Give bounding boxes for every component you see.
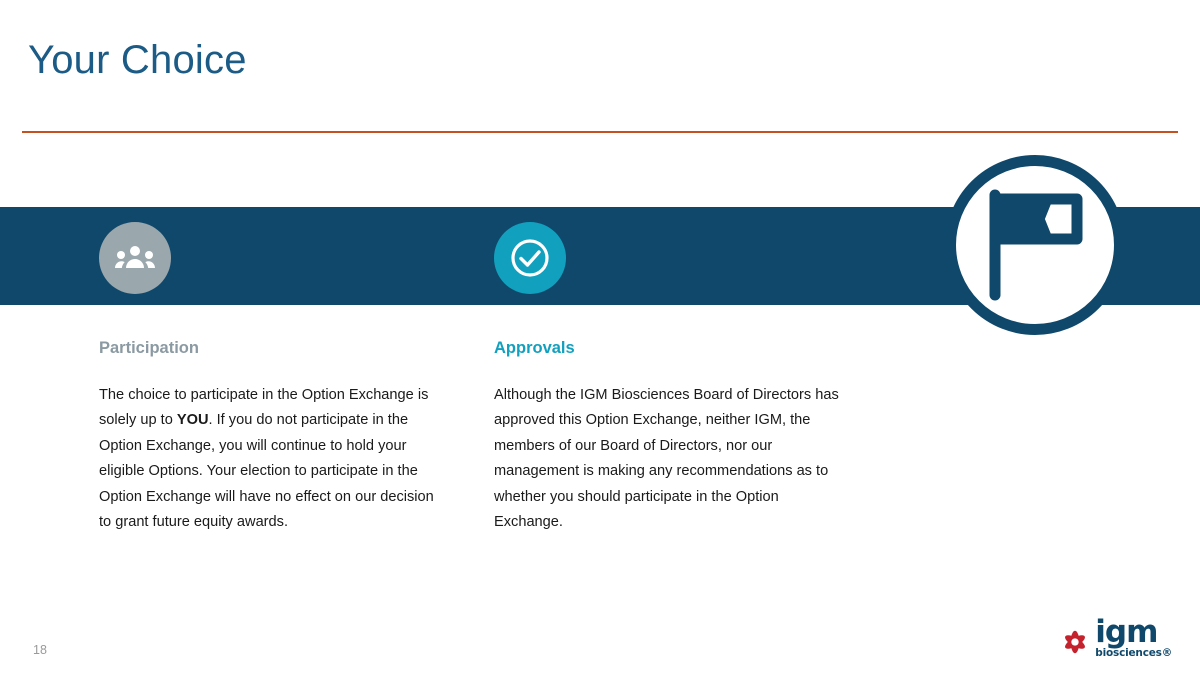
company-logo bbox=[1059, 613, 1172, 659]
body-text-before: Although the IGM Biosciences Board of Directors has approved this Option Exchange, neither IGM, the members of our Board of Directors, nor our management is making any recommendations as to whether you should participate in the Option Exchange. bbox=[494, 386, 839, 531]
column-body bbox=[99, 383, 445, 536]
igm-asterisk-icon bbox=[1059, 626, 1091, 658]
title-divider bbox=[22, 131, 1178, 133]
column-approvals bbox=[494, 222, 854, 536]
page-title: Your Choice bbox=[28, 38, 247, 82]
column-heading: Participation bbox=[99, 339, 199, 357]
column-heading: Approvals bbox=[494, 339, 575, 357]
body-text-before: The choice to participate in the Option Exchange is solely up to bbox=[99, 386, 429, 429]
column-body bbox=[494, 383, 840, 536]
body-text-emphasis: YOU bbox=[176, 412, 209, 429]
logo-subtitle: biosciences® bbox=[1095, 646, 1172, 659]
body-text-after: . If you do not participate in the Option Exchange, you will continue to hold your eligible Options. Your election to participate in the Option Exchange will have no effect on our decision to grant future equity awards. bbox=[99, 412, 434, 531]
column-participation bbox=[99, 222, 459, 536]
logo-wordmark: igm bbox=[1095, 613, 1158, 650]
check-circle-icon bbox=[494, 222, 566, 294]
people-group-icon bbox=[99, 222, 171, 294]
page-number: 18 bbox=[33, 643, 47, 657]
flag-icon bbox=[945, 155, 1125, 335]
